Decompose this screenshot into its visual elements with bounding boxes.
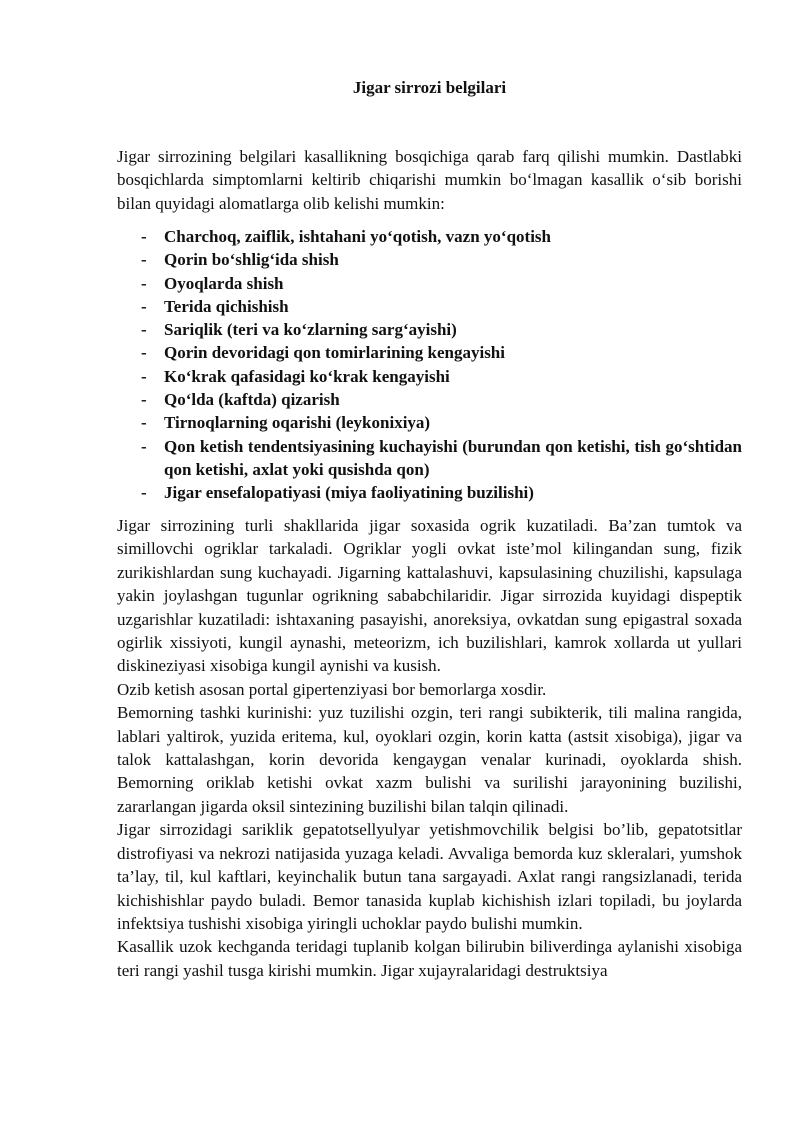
bullet-marker: - — [141, 273, 147, 293]
bullet-marker: - — [141, 250, 147, 270]
bullet-marker: - — [141, 320, 147, 340]
document-title: Jigar sirrozi belgilari — [352, 78, 507, 97]
bullet-marker: - — [141, 343, 147, 363]
intro-paragraph: Jigar sirrozining belgilari kasallikning bosqichiga qarab farq qilishi mumkin. Dastlabki bosqichlarda simptomlarni keltirib chiqarishi mumkin bo‘lmagan kasallik o‘sib borishi bilan quyidagi alomatlarga olib kelishi mumkin: — [117, 147, 742, 213]
list-item — [117, 272, 742, 295]
symptom-text: Qo‘lda (kaftda) qizarish — [164, 390, 340, 410]
bullet-marker: - — [141, 413, 147, 433]
symptom-text: Qorin devoridagi qon tomirlarining kengayishi — [164, 343, 505, 363]
symptom-text: Charchoq, zaiflik, ishtahani yo‘qotish, vazn yo‘qotish — [164, 227, 551, 246]
list-item — [117, 481, 742, 504]
symptom-text: Ko‘krak qafasidagi ko‘krak kengayishi — [164, 366, 450, 386]
list-item — [117, 295, 742, 318]
symptom-text: Qorin bo‘shlig‘ida shish — [164, 250, 339, 270]
body-text — [117, 514, 742, 982]
list-item — [117, 435, 742, 482]
bullet-marker: - — [141, 390, 147, 410]
bullet-marker: - — [141, 227, 147, 246]
paragraph-jaundice: Jigar sirrozidagi sariklik gepatotsellyulyar yetishmovchilik belgisi bo’lib, gepatotsitlar distrofiyasi va nekrozi natijasida yuzaga keladi. Avvaliga bemorda kuz skleralari, yumshok ta’lay, til, kul kaftlari, keyinchalik butun tana sargayadi. Axlat rangi rangsizlanadi, terida kichishishlar paydo buladi. Bemor tanasida kuplab kichishish izlari topiladi, bu joylarda infektsiya tushishi xisobiga yiringli uchoklar paydo bulishi mumkin. — [117, 820, 742, 933]
list-item — [117, 225, 742, 248]
bullet-marker: - — [141, 436, 147, 456]
paragraph-bilirubin: Kasallik uzok kechganda teridagi tuplanib kolgan bilirubin biliverdinga aylanishi xisobiga teri rangi yashil tusga kirishi mumkin. Jigar xujayralaridagi destruktsiya — [117, 937, 742, 980]
paragraph-weight-loss: Ozib ketish asosan portal gipertenziyasi bor bemorlarga xosdir. — [117, 679, 547, 699]
paragraph-pain-dyspepsia: Jigar sirrozining turli shakllarida jigar soxasida ogrik kuzatiladi. Ba’zan tumtok va simillovchi ogriklar tarkaladi. Ogriklar yogli ovkat iste’mol kilingandan sung, fizik zurikishlardan sung kuchayadi. Jigarning kattalashuvi, kapsulasining chuzilishi, kapsulaga yakin joylashgan tugunlar ogrikning sababchilaridir. Jigar sirrozida kuyidagi dispeptik uzgarishlar kuzatiladi: ishtaxaning pasayishi, anoreksiya, ovkatdan sung epigastral soxada ogirlik xissiyoti, kungil aynashi, meteorizm, ich buzilishlari, kamrok xollarda ut yullari diskineziyasi xisobiga kungil aynishi va kusish. — [117, 516, 742, 676]
symptom-text: Sariqlik (teri va ko‘zlarning sarg‘ayishi) — [164, 320, 457, 340]
bullet-marker: - — [141, 296, 147, 316]
list-item — [117, 341, 742, 364]
list-item — [117, 411, 742, 434]
symptom-text: Jigar ensefalopatiyasi (miya faoliyatining buzilishi) — [164, 483, 534, 503]
paragraph-appearance: Bemorning tashki kurinishi: yuz tuzilishi ozgin, teri rangi subikterik, tili malina rangida, lablari yaltirok, yuzida eritema, kul, oyoklari ozgin, korin katta (astsit xisobiga), jigar va talok kattalashgan, korin devorida kengaygan venalar kurinadi, oyoklarda shish. Bemorning oriklab ketishi ovkat xazm bulishi va surilishi jarayonining buzilishi, zararlangan jigarda oksil sintezining buzilishi bilan talqin qilinadi. — [117, 703, 742, 816]
list-item — [117, 365, 742, 388]
list-item — [117, 248, 742, 271]
bullet-marker: - — [141, 483, 147, 503]
symptom-text: Oyoqlarda shish — [164, 273, 284, 293]
symptom-text: Terida qichishish — [164, 296, 289, 316]
symptom-text: Tirnoqlarning oqarishi (leykonixiya) — [164, 413, 431, 433]
symptom-list — [117, 225, 742, 505]
list-item — [117, 318, 742, 341]
list-item — [117, 388, 742, 411]
bullet-marker: - — [141, 366, 147, 386]
symptom-text: Qon ketish tendentsiyasining kuchayishi (burundan qon ketishi, tish go‘shtidan qon ketishi, axlat yoki qusishda qon) — [164, 436, 742, 479]
